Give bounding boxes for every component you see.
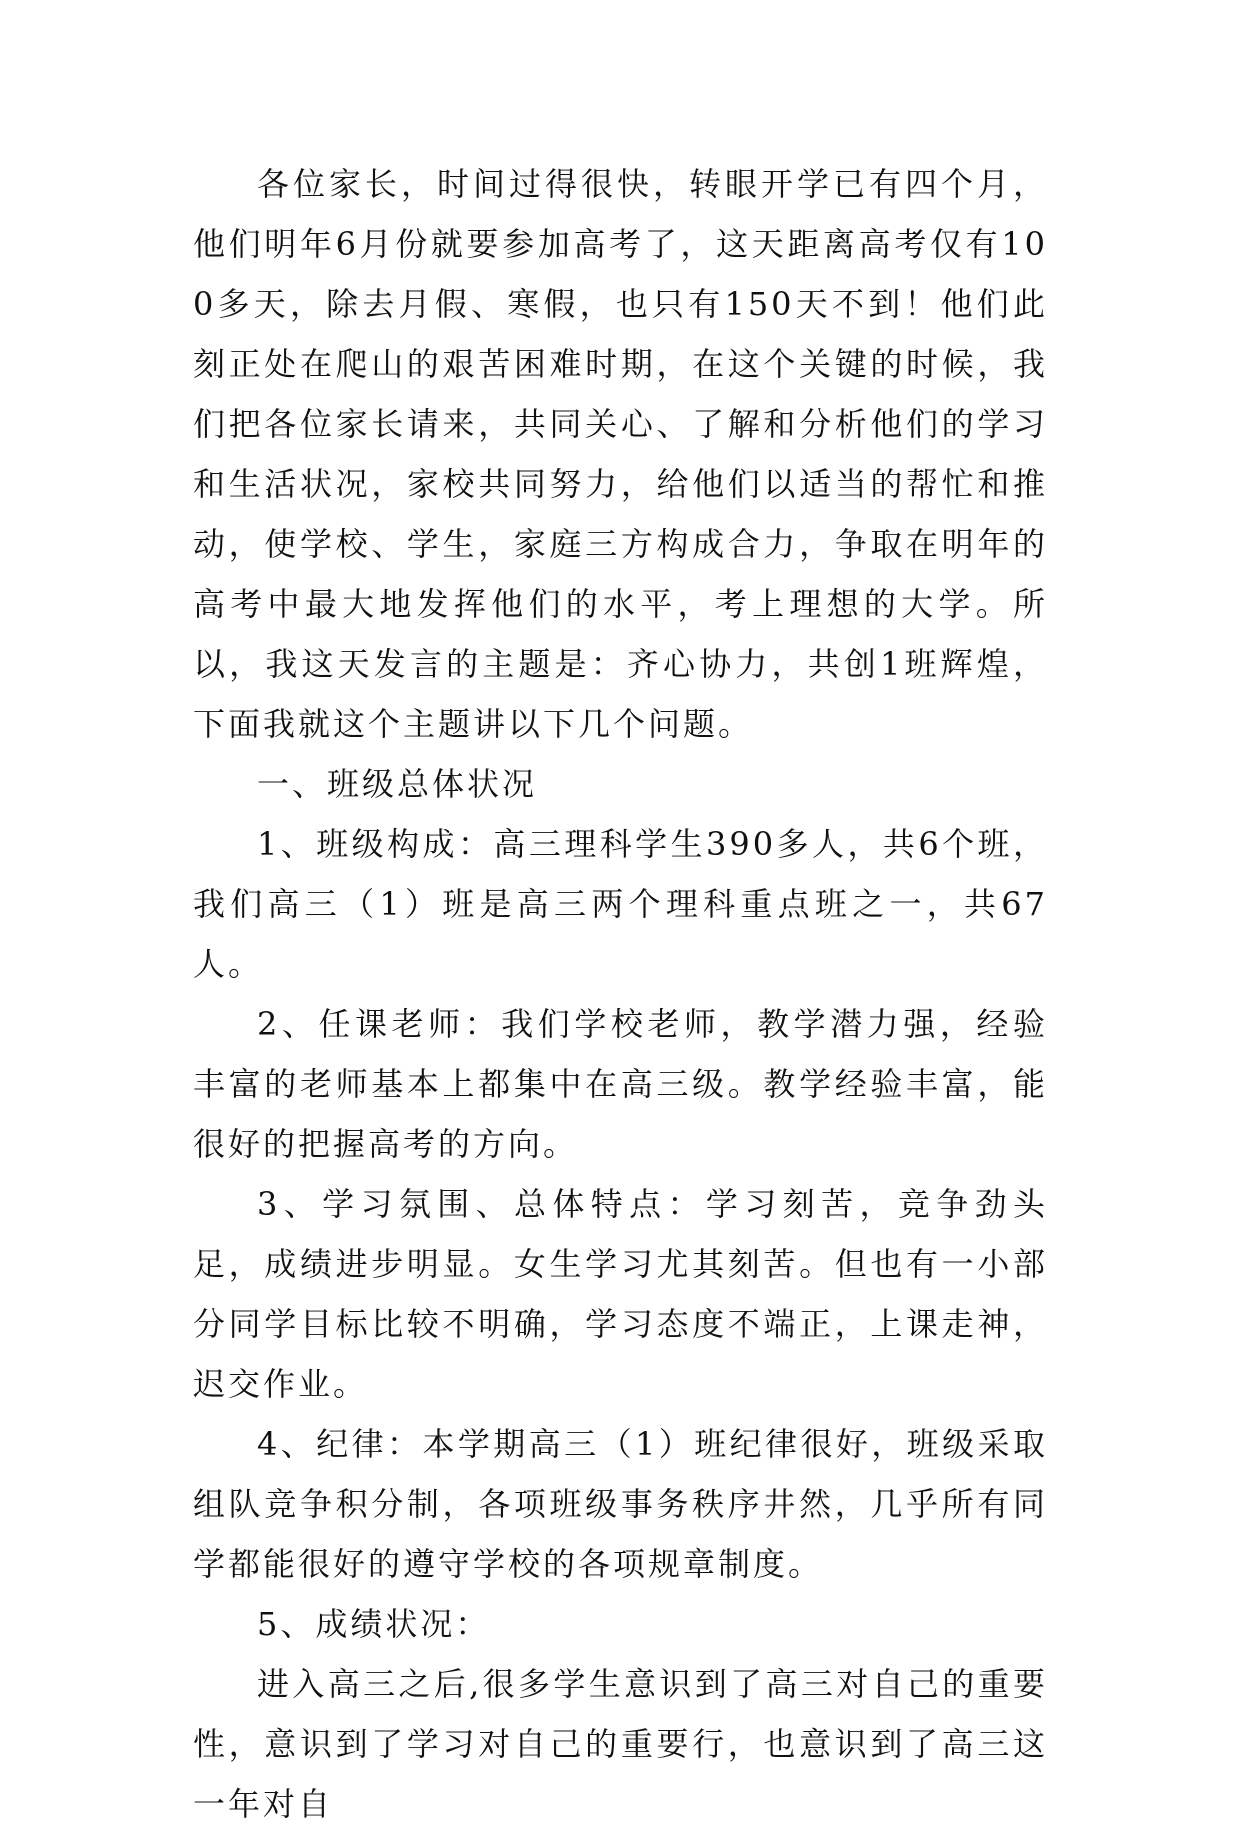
paragraph-study-atmosphere: 3、学习氛围、总体特点：学习刻苦，竞争劲头足，成绩进步明显。女生学习尤其刻苦。但也有一小部分同学目标比较不明确，学习态度不端正，上课走神，迟交作业。 (193, 1185, 1048, 1403)
paragraph-teachers: 2、任课老师：我们学校老师，教学潜力强，经验丰富的老师基本上都集中在高三级。教学经验丰富，能很好的把握高考的方向。 (193, 1005, 1048, 1163)
paragraph-discipline: 4、纪律：本学期高三（1）班纪律很好，班级采取组队竞争积分制，各项班级事务秩序井然，几乎所有同学都能很好的遵守学校的各项规章制度。 (193, 1425, 1048, 1583)
document-body (193, 154, 1048, 1834)
paragraph-grades-heading: 5、成绩状况： (257, 1605, 491, 1643)
section-heading-class-overview: 一、班级总体状况 (257, 765, 538, 803)
paragraph-intro: 各位家长，时间过得很快，转眼开学已有四个月，他们明年6月份就要参加高考了，这天距离高考仅有100多天，除去月假、寒假，也只有150天不到！他们此刻正处在爬山的艰苦困难时期，在这个关键的时候，我们把各位家长请来，共同关心、了解和分析他们的学习和生活状况，家校共同努力，给他们以适当的帮忙和推动，使学校、学生，家庭三方构成合力，争取在明年的高考中最大地发挥他们的水平，考上理想的大学。所以，我这天发言的主题是：齐心协力，共创1班辉煌，下面我就这个主题讲以下几个问题。 (193, 165, 1048, 743)
paragraph-grades-detail: 进入高三之后,很多学生意识到了高三对自己的重要性，意识到了学习对自己的重要行，也意识到了高三这一年对自 (193, 1665, 1048, 1823)
paragraph-class-composition: 1、班级构成：高三理科学生390多人，共6个班，我们高三（1）班是高三两个理科重点班之一，共67人。 (193, 825, 1048, 983)
